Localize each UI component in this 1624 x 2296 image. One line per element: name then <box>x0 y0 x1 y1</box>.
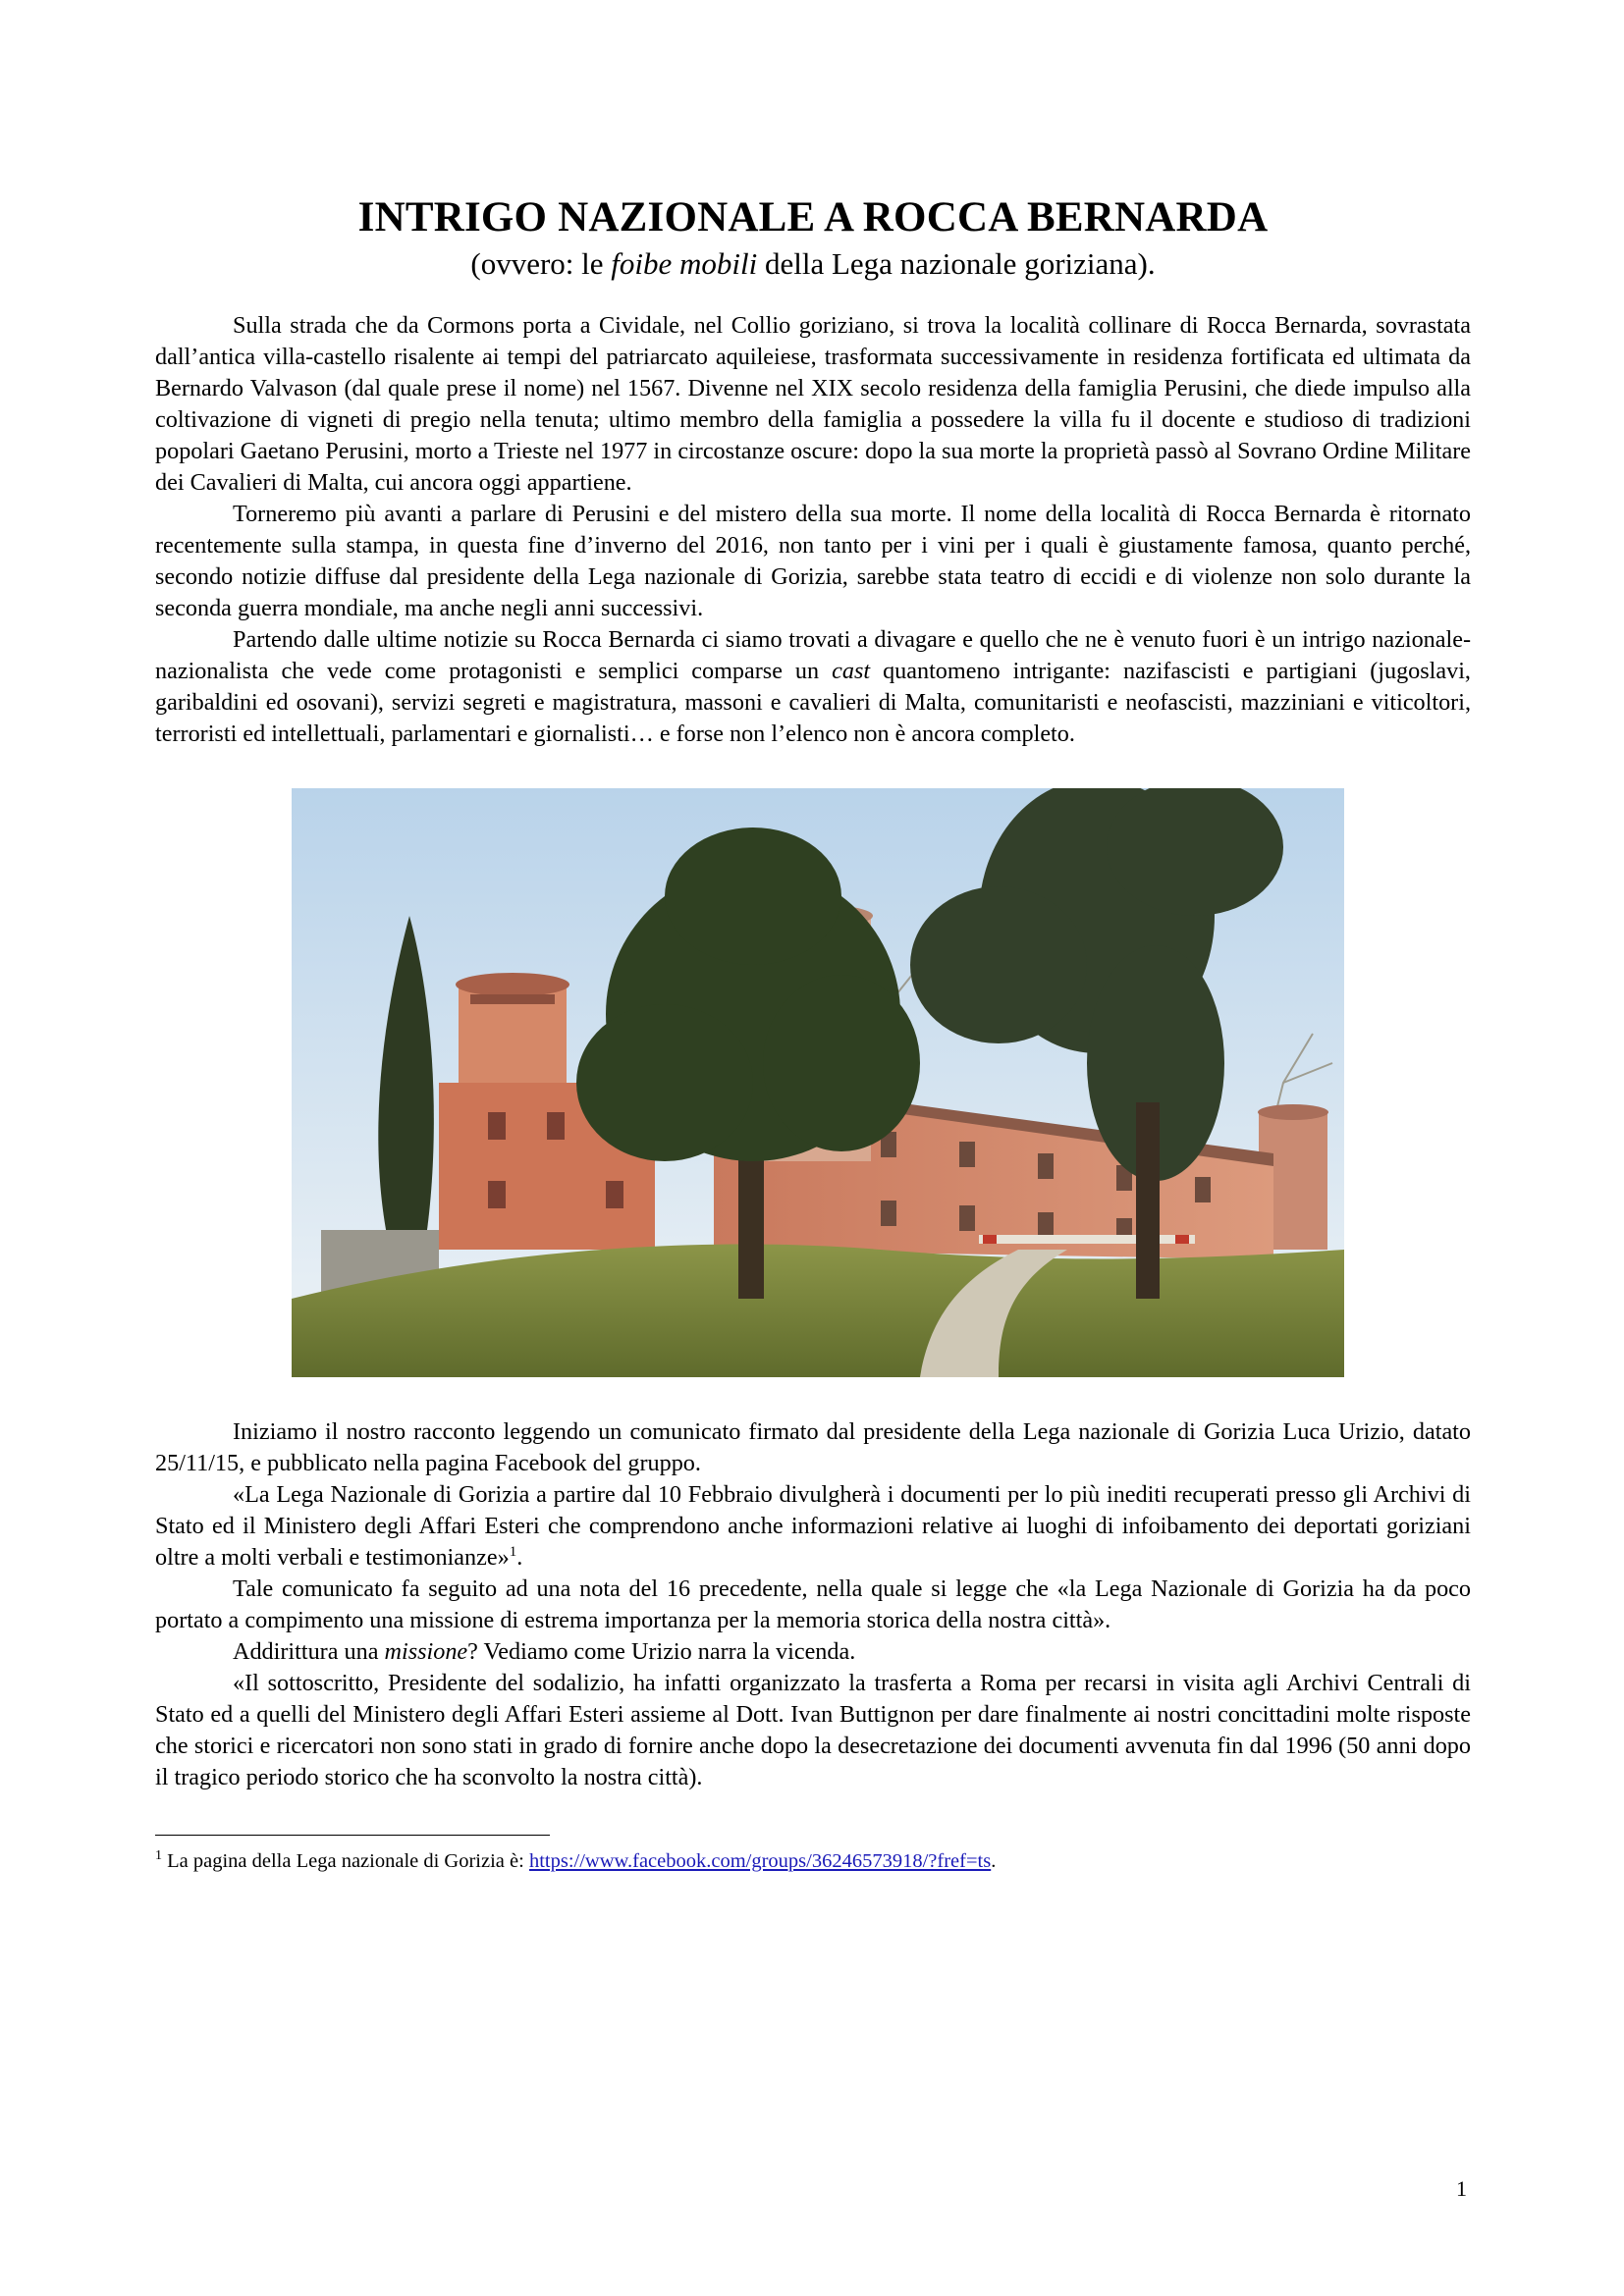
quote-end: . <box>516 1544 523 1571</box>
subtitle <box>155 245 1471 283</box>
quote-text: «La Lega Nazionale di Gorizia a partire dal 10 Febbraio divulgherà i documenti per lo più inediti recuperati presso gli Archivi di Stato ed il Ministero degli Affari Esteri che comprendono anche informazioni relative ai luoghi di infoibamento dei deportati goriziani oltre a molti verbali e testimonianze» <box>155 1481 1471 1571</box>
article-body-top <box>155 310 1471 750</box>
paragraph-text: Addirittura una <box>233 1638 385 1665</box>
paragraph-cast <box>155 624 1471 750</box>
subtitle-text: (ovvero: le <box>470 246 612 281</box>
document-page <box>155 192 1471 1875</box>
paragraph: Torneremo più avanti a parlare di Perusini e del mistero della sua morte. Il nome della località di Rocca Bernarda è ritornato recentemente sulla stampa, in questa fine d’inverno del 2016, non tanto per i vini per i quali è giustamente famosa, quanto perché, secondo notizie diffuse dal presidente della Lega nazionale di Gorizia, sarebbe stata teatro di eccidi e di violenze non solo durante la seconda guerra mondiale, ma anche negli anni successivi. <box>155 501 1471 621</box>
paragraph-text-end: quantomeno intrigante: nazifascisti e partigiani (jugoslavi, garibaldini ed osovani), servizi segreti e magistratura, massoni e cavalieri di Malta, comunitaristi e neofascisti, mazziniani e viticoltori, terroristi ed intellettuali, parlamentari e giornalisti… e forse non l’elenco non è ancora completo. <box>155 658 1471 747</box>
photo-illustration <box>292 788 1344 1377</box>
article-body-bottom <box>155 1416 1471 1793</box>
paragraph: Tale comunicato fa seguito ad una nota del 16 precedente, nella quale si legge che «la Lega Nazionale di Gorizia ha da poco portato a compimento una missione di estrema importanza per la memoria storica della nostra città». <box>155 1575 1471 1633</box>
subtitle-italic: foibe mobili <box>611 246 758 281</box>
paragraph: Sulla strada che da Cormons porta a Cividale, nel Collio goriziano, si trova la località collinare di Rocca Bernarda, sovrastata dall’antica villa-castello risalente ai tempi del patriarcato aquileiese, trasformata successivamente in residenza fortificata ed ultimata da Bernardo Valvason (dal quale prese il nome) nel 1567. Divenne nel XIX secolo residenza della famiglia Perusini, che diede impulso alla coltivazione di vigneti di pregio nella tenuta; ultimo membro della famiglia a possedere la villa fu il docente e studioso di tradizioni popolari Gaetano Perusini, morto a Trieste nel 1977 in circostanze oscure: dopo la sua morte la proprietà passò al Sovrano Ordine Militare dei Cavalieri di Malta, cui ancora oggi appartiene. <box>155 312 1471 496</box>
footnote <box>155 1847 1471 1875</box>
paragraph-mission <box>155 1636 1471 1668</box>
footnote-link[interactable]: https://www.facebook.com/groups/36246573918/?fref=ts <box>528 1850 992 1872</box>
paragraph: Iniziamo il nostro racconto leggendo un comunicato firmato dal presidente della Lega nazionale di Gorizia Luca Urizio, datato 25/11/15, e pubblicato nella pagina Facebook del gruppo. <box>155 1418 1471 1476</box>
paragraph-text: Partendo dalle ultime notizie su Rocca Bernarda ci siamo trovati a divagare e quello che ne è venuto fuori è un intrigo nazionale-nazionalista che vede come protagonisti e semplici comparse un <box>155 626 1471 684</box>
footnote-number: 1 <box>155 1848 162 1864</box>
subtitle-text-end: della Lega nazionale goriziana). <box>757 246 1156 281</box>
footnote-reference[interactable]: 1 <box>509 1543 517 1560</box>
paragraph-italic: missione <box>384 1638 468 1665</box>
paragraph-text-end: ? Vediamo come Urizio narra la vicenda. <box>467 1638 856 1665</box>
footnote-divider <box>155 1835 550 1836</box>
gate-bar <box>979 1235 1195 1244</box>
quote-paragraph <box>155 1479 1471 1574</box>
footnote-end: . <box>991 1850 997 1872</box>
footnote-text: La pagina della Lega nazionale di Gorizia è: <box>162 1850 529 1872</box>
page-title: INTRIGO NAZIONALE A ROCCA BERNARDA <box>357 194 1269 240</box>
paragraph-italic: cast <box>832 658 871 684</box>
villa-castle-photo <box>292 788 1344 1377</box>
page-number: 1 <box>1456 2176 1467 2201</box>
quote-paragraph: «Il sottoscritto, Presidente del sodalizio, ha infatti organizzato la trasferta a Roma per recarsi in visita agli Archivi Centrali di Stato ed a quelli del Ministero degli Affari Esteri assieme al Dott. Ivan Buttignon per dare finalmente ai nostri concittadini molte risposte che storici e ricercatori non sono stati in grado di fornire anche dopo la desecretazione dei documenti avvenuta fin dal 1996 (50 anni dopo il tragico periodo storico che ha sconvolto la nostra città). <box>155 1670 1471 1790</box>
